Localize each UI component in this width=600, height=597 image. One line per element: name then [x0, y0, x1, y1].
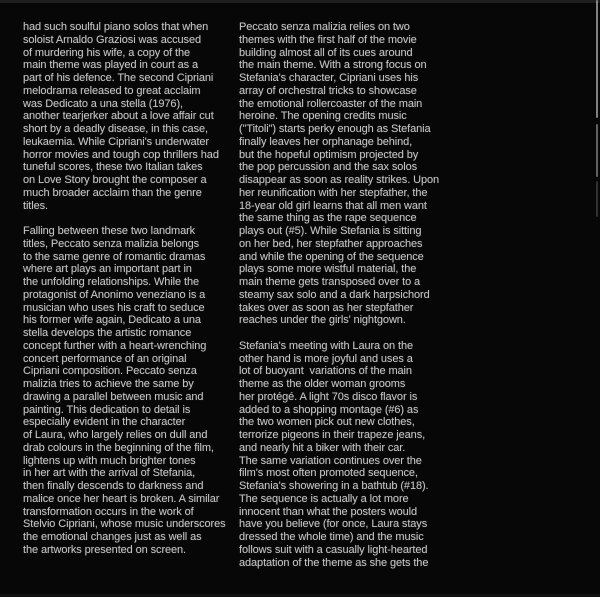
text-line: much broader acclaim than the genre — [23, 186, 202, 199]
text-line: steamy sax solo and a dark harpsichord — [239, 288, 430, 301]
text-line: the artworks presented on screen. — [23, 543, 187, 556]
text-line: Stefania's meeting with Laura on the — [239, 339, 414, 352]
text-line: innocent than what the posters would — [239, 505, 418, 518]
text-line: titles. — [23, 199, 48, 212]
text-line: of Laura, who largely relies on dull and — [23, 429, 208, 441]
text-line: of murdering his wife, a copy of the — [23, 46, 190, 59]
text-line: and nearly hit a biker with their car. — [239, 441, 406, 454]
text-line: theme as the older woman grooms — [239, 378, 406, 390]
text-line: horror movies and tough cop thrillers had — [23, 148, 219, 161]
text-line: takes over as soon as her stepfather — [239, 301, 414, 314]
text-line: array of orchestral tricks to showcase — [239, 84, 417, 97]
text-line: another tearjerker about a love affair cut — [23, 110, 214, 123]
text-line: The same variation continues over the — [239, 454, 422, 467]
text-column-right — [239, 21, 454, 569]
right-edge-scan-highlight — [596, 0, 598, 118]
text-line: malizia tries to achieve the same by — [23, 378, 194, 390]
text-line: Stelvio Cipriani, whose music underscores — [23, 518, 226, 531]
text-line: part of his defence. The second Cipriani — [23, 72, 214, 84]
text-line: leukaemia. While Cipriani's underwater — [23, 135, 209, 148]
text-line: heroine. The opening credits music — [239, 110, 407, 123]
text-line: disappear as soon as reality strikes. Upon — [239, 174, 440, 186]
text-line: the same thing as the rape sequence — [239, 212, 417, 225]
text-line: main theme was played in court as a — [23, 59, 199, 72]
text-line: titles, Peccato senza malizia belongs — [23, 237, 200, 250]
text-line: finally leaves her orphanage behind, — [239, 135, 413, 148]
text-line: Cipriani composition. Peccato senza — [23, 365, 197, 378]
text-line: the emotional rollercoaster of the main — [239, 97, 423, 110]
text-line: added to a shopping montage (#6) as — [239, 403, 419, 416]
text-line: transformation occurs in the work of — [23, 505, 194, 518]
text-line: the emotional changes just as well as — [23, 531, 202, 543]
text-line: concert performance of an original — [23, 352, 187, 365]
top-edge-scan-highlight — [0, 0, 600, 3]
text-line: lot of buoyant variations of the main — [239, 365, 412, 378]
text-line: reaches under the girls' nightgown. — [239, 314, 406, 327]
text-line: plays some more wistful material, the — [239, 263, 417, 276]
text-line: melodrama released to great acclaim — [23, 84, 201, 97]
paragraph — [23, 225, 233, 557]
text-line: plays out (#5). While Stefania is sitting — [239, 225, 422, 237]
text-line: terrorize pigeons in their trapeze jeans, — [239, 429, 426, 441]
text-line: The sequence is actually a lot more — [239, 492, 409, 505]
text-line: stella develops the artistic romance — [23, 327, 192, 339]
text-line: was Dedicato a una stella (1976), — [23, 97, 183, 110]
text-line: themes with the first half of the movie — [239, 33, 417, 46]
text-line: but the hopeful optimism projected by — [239, 148, 419, 161]
text-line: short by a deadly disease, in this case, — [23, 123, 208, 135]
text-line: painting. This dedication to detail is — [23, 403, 191, 416]
text-line: then finally descends to darkness and — [23, 480, 204, 492]
text-line: the two women pick out new clothes, — [239, 416, 415, 429]
right-edge-scan-highlight — [596, 181, 598, 217]
text-line: lightens up with much brighter tones — [23, 454, 196, 467]
text-line: on Love Story brought the composer a — [23, 174, 207, 186]
text-line: malice once her heart is broken. A similar — [23, 492, 220, 505]
right-edge-scan-highlight — [596, 124, 598, 177]
text-line: to the same genre of romantic dramas — [23, 250, 206, 263]
text-line: soloist Arnaldo Graziosi was accused — [23, 33, 201, 46]
text-line: Peccato senza malizia relies on two — [239, 21, 410, 33]
text-line: Stefania's showering in a bathtub (#18). — [239, 480, 429, 492]
paragraph — [23, 21, 233, 212]
text-line: on her bed, her stepfather approaches — [239, 237, 423, 250]
text-line: especially evident in the character — [23, 416, 186, 429]
text-line: her protégé. A light 70s disco flavor is — [239, 390, 418, 403]
paragraph — [239, 340, 454, 570]
text-line: and while the opening of the sequence — [239, 250, 424, 263]
text-line: had such soulful piano solos that when — [23, 21, 209, 33]
text-line: concept further with a heart-wrenching — [23, 339, 207, 352]
text-line: Falling between these two landmark — [23, 225, 196, 237]
text-line: main theme gets transposed over to a — [239, 276, 421, 288]
text-column-left — [23, 21, 233, 557]
text-line: Stefania's character, Cipriani uses his — [239, 72, 419, 84]
text-line: adaptation of the theme as she gets the — [239, 556, 429, 569]
text-line: tuneful scores, these two Italian takes — [23, 161, 203, 174]
text-line: protagonist of Anonimo veneziano is a — [23, 288, 206, 301]
text-line: the pop percussion and the sax solos — [239, 161, 418, 174]
text-line: in her art with the arrival of Stefania, — [23, 467, 196, 480]
text-line: 18-year old girl learns that all men want — [239, 199, 427, 212]
text-line: the unfolding relationships. While the — [23, 276, 199, 288]
text-line: her reunification with her stepfather, the — [239, 186, 428, 199]
text-line: ("Titoli") starts perky enough as Stefania — [239, 123, 431, 135]
paragraph — [239, 21, 454, 327]
text-line: have you believe (for once, Laura stays — [239, 518, 428, 531]
text-line: other hand is more joyful and uses a — [239, 352, 413, 365]
text-line: follows suit with a casually light-hearted — [239, 543, 428, 556]
text-line: dressed the whole time) and the music — [239, 531, 424, 543]
text-line: his former wife again, Dedicato a una — [23, 314, 201, 327]
text-line: building almost all of its cues around — [239, 46, 413, 59]
text-line: where art plays an important part in — [23, 263, 192, 276]
text-line: musician who uses his craft to seduce — [23, 301, 205, 314]
text-line: the main theme. With a strong focus on — [239, 59, 427, 72]
text-line: film's most often promoted sequence, — [239, 467, 418, 480]
text-line: drab colours in the beginning of the film, — [23, 441, 214, 454]
text-line: drawing a parallel between music and — [23, 390, 204, 403]
